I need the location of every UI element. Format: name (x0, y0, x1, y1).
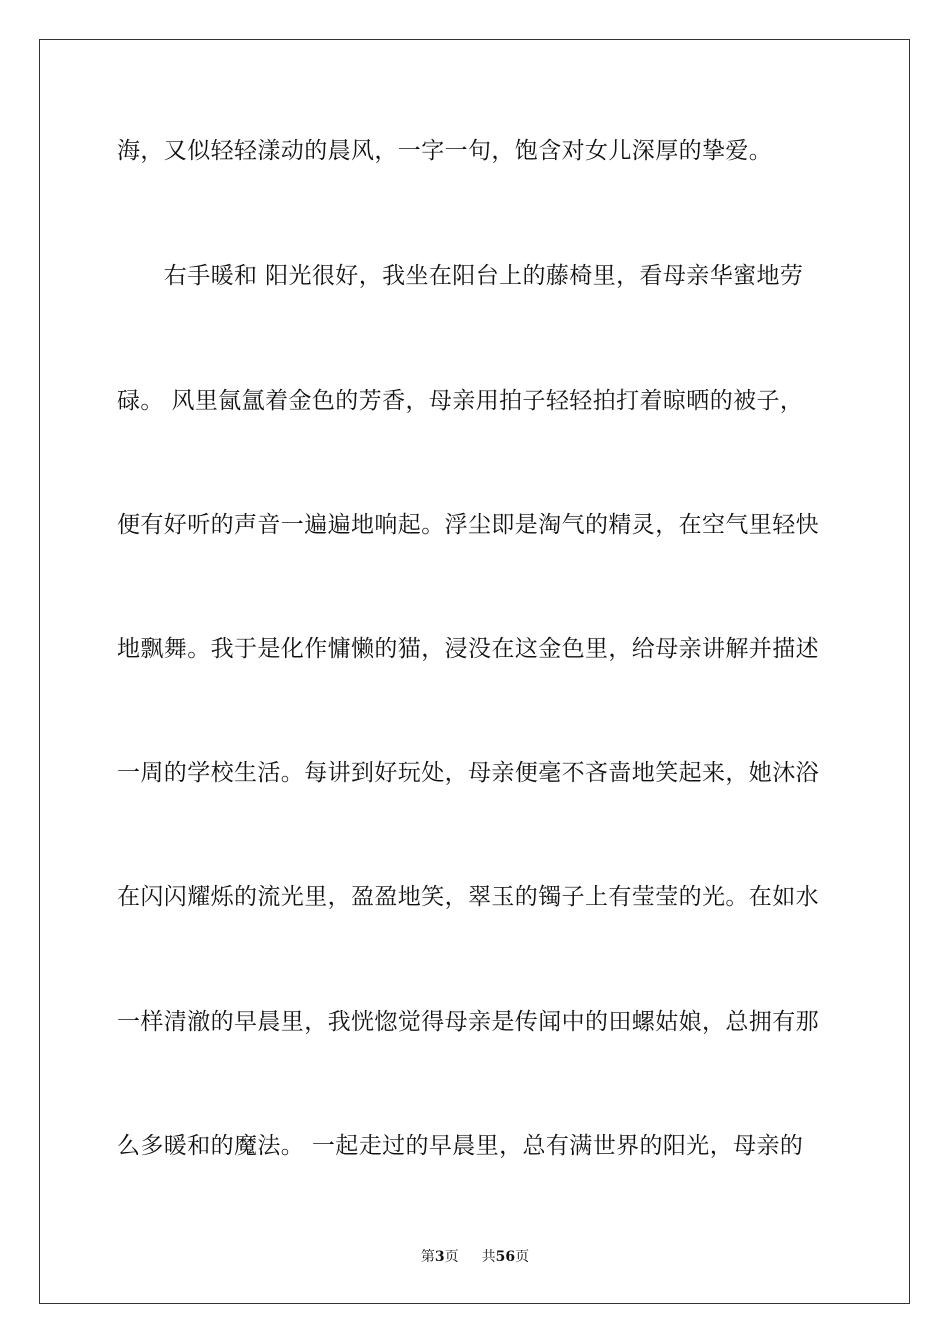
body-text-line-1: 海，又似轻轻漾动的晨风，一字一句，饱含对女儿深厚的挚爱。 (117, 138, 773, 164)
total-prefix: 共 (481, 1249, 496, 1265)
body-text-line-2: 右手暖和 阳光很好，我坐在阳台上的藤椅里，看母亲华蜜地劳 (117, 263, 804, 289)
page-suffix: 页 (444, 1249, 459, 1265)
body-text-line-7: 在闪闪耀烁的流光里，盈盈地笑，翠玉的镯子上有莹莹的光。在如水 (117, 884, 819, 910)
total-suffix: 页 (515, 1249, 530, 1265)
body-text-line-5: 地飘舞。我于是化作慵懒的猫，浸没在这金色里，给母亲讲解并描述 (117, 636, 819, 662)
body-text-line-8: 一样清澈的早晨里，我恍惚觉得母亲是传闻中的田螺姑娘，总拥有那 (117, 1009, 819, 1035)
total-pages: 56 (495, 1249, 516, 1265)
body-text-line-3: 碌。 风里氤氲着金色的芳香，母亲用拍子轻轻拍打着晾晒的被子， (117, 388, 804, 414)
body-text-line-6: 一周的学校生活。每讲到好玩处，母亲便毫不吝啬地笑起来，她沐浴 (117, 760, 819, 786)
page-footer (0, 1248, 950, 1266)
page-prefix: 第 (420, 1249, 435, 1265)
page-border (39, 39, 910, 1304)
body-text-line-4: 便有好听的声音一遍遍地响起。浮尘即是淘气的精灵，在空气里轻快 (117, 512, 819, 538)
page-number: 3 (434, 1249, 445, 1265)
body-text-line-9: 么多暖和的魔法。 一起走过的早晨里，总有满世界的阳光，母亲的 (117, 1133, 804, 1159)
